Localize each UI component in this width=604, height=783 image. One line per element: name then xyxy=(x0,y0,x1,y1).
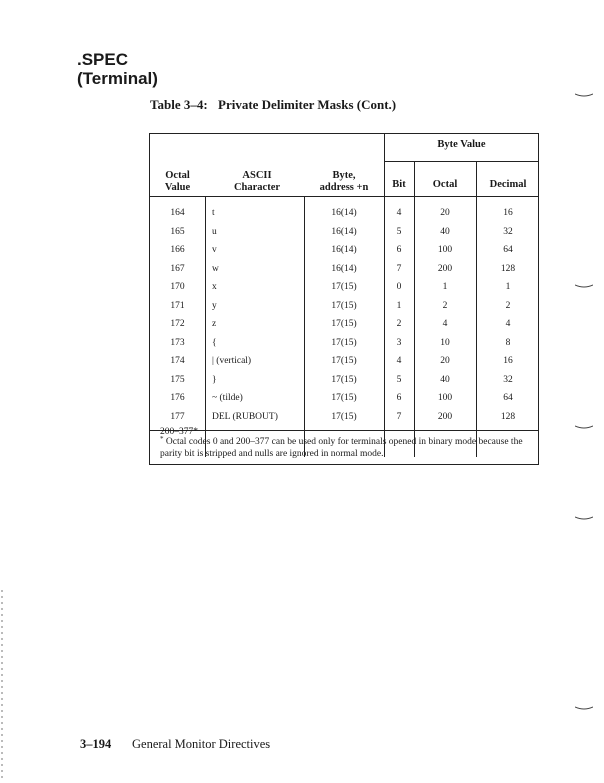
cell-bit: 6 xyxy=(396,245,402,255)
cell-byte: 17(15) xyxy=(331,300,357,311)
cell-bit: 5 xyxy=(396,374,402,385)
cell-octal: 171 xyxy=(170,300,185,311)
header-byte-address: Byte, address +n xyxy=(319,170,369,193)
table-footnote xyxy=(160,434,538,460)
cell-ascii: } xyxy=(212,374,217,385)
cell-ascii: v xyxy=(212,245,217,255)
cell-ascii: x xyxy=(212,282,217,292)
cell-bit: 2 xyxy=(396,319,402,329)
footnote-marker: * xyxy=(160,435,164,443)
cell-ascii: w xyxy=(212,263,219,274)
cell-byte: 17(15) xyxy=(331,282,357,292)
cell-bv-octal: 200 xyxy=(437,263,453,274)
cell-bv-decimal: 32 xyxy=(503,226,513,237)
footer-title: General Monitor Directives xyxy=(132,737,271,751)
cell-octal: 200–377* xyxy=(160,427,198,437)
delimiter-mask-table xyxy=(149,133,539,465)
cell-bv-decimal: 128 xyxy=(500,411,516,422)
cell-byte: 17(15) xyxy=(331,374,357,385)
cell-bv-octal: 20 xyxy=(440,356,450,366)
table-number: Table 3–4: xyxy=(150,97,208,112)
cell-ascii: u xyxy=(212,226,217,237)
header-bottom-rule xyxy=(150,196,538,197)
section-heading-terminal: (Terminal) xyxy=(77,69,158,88)
footnote-text: Octal codes 0 and 200–377 can be used only for terminals opened in binary mode because the parity bit is stripped and nulls are ignored in normal mode. xyxy=(160,437,523,459)
cell-octal: 172 xyxy=(170,319,185,329)
cell-bit: 3 xyxy=(396,337,402,348)
cell-ascii: y xyxy=(212,300,217,311)
cell-bv-decimal: 16 xyxy=(503,356,513,366)
cell-byte: 17(15) xyxy=(331,411,357,422)
header-bv-octal: Octal xyxy=(432,179,458,190)
cell-octal: 174 xyxy=(170,356,185,366)
cell-octal: 176 xyxy=(170,393,185,403)
header-ascii-character: ASCII Character xyxy=(233,170,281,193)
cell-byte: 17(15) xyxy=(331,337,357,348)
cell-bit: 1 xyxy=(396,300,402,311)
cell-bv-octal: 10 xyxy=(440,337,450,348)
cell-octal: 165 xyxy=(170,226,185,237)
cell-bv-octal: 100 xyxy=(437,245,453,255)
col-rule-octal xyxy=(205,196,206,457)
cell-bit: 7 xyxy=(396,263,402,274)
cell-bv-octal: 200 xyxy=(437,411,453,422)
cell-byte: 17(15) xyxy=(331,356,357,366)
header-bv-decimal: Decimal xyxy=(489,179,527,190)
page-number: 3–194 xyxy=(80,737,112,751)
cell-bv-octal: 20 xyxy=(440,208,450,218)
cell-bv-decimal: 32 xyxy=(503,374,513,385)
cell-byte: 17(15) xyxy=(331,319,357,329)
table-title: Private Delimiter Masks (Cont.) xyxy=(218,97,397,112)
scan-edge-mark xyxy=(575,515,593,521)
cell-octal: 167 xyxy=(170,263,185,274)
cell-bv-decimal: 64 xyxy=(503,393,513,403)
cell-bit: 6 xyxy=(396,393,402,403)
table-caption xyxy=(150,97,396,113)
cell-bit: 7 xyxy=(396,411,402,422)
cell-byte: 16(14) xyxy=(331,208,357,218)
cell-bv-decimal: 16 xyxy=(503,208,513,218)
header-bit: Bit xyxy=(392,179,406,190)
cell-bv-octal: 40 xyxy=(440,374,450,385)
cell-ascii: | (vertical) xyxy=(212,356,252,366)
scan-left-edge xyxy=(1,590,3,780)
cell-bv-decimal: 1 xyxy=(505,282,511,292)
cell-byte: 16(14) xyxy=(331,245,357,255)
cell-ascii: { xyxy=(212,337,217,348)
scan-edge-mark xyxy=(575,283,593,289)
cell-bv-decimal: 128 xyxy=(500,263,516,274)
cell-bit: 4 xyxy=(396,208,402,218)
cell-bv-decimal: 8 xyxy=(505,337,511,348)
cell-bit: 0 xyxy=(396,282,402,292)
scan-edge-mark xyxy=(575,424,593,430)
cell-octal: 177 xyxy=(170,411,185,422)
cell-bv-octal: 40 xyxy=(440,226,450,237)
cell-bv-decimal: 2 xyxy=(505,300,511,311)
cell-bv-decimal: 64 xyxy=(503,245,513,255)
cell-octal: 170 xyxy=(170,282,185,292)
cell-octal: 166 xyxy=(170,245,185,255)
cell-byte: 16(14) xyxy=(331,226,357,237)
cell-bv-decimal: 4 xyxy=(505,319,511,329)
cell-ascii: t xyxy=(212,208,215,218)
scan-edge-mark xyxy=(575,92,593,98)
section-heading xyxy=(77,50,158,88)
cell-bv-octal: 2 xyxy=(442,300,448,311)
cell-bv-octal: 100 xyxy=(437,393,453,403)
byte-value-group-rule xyxy=(384,161,539,162)
header-octal-value: Octal Value xyxy=(164,170,191,193)
cell-byte: 17(15) xyxy=(331,393,357,403)
header-byte-value: Byte Value xyxy=(437,139,486,150)
cell-ascii: DEL (RUBOUT) xyxy=(212,411,278,422)
cell-ascii: z xyxy=(212,319,217,329)
cell-bit: 4 xyxy=(396,356,402,366)
cell-octal: 175 xyxy=(170,374,185,385)
scan-edge-mark xyxy=(575,705,593,711)
cell-bv-octal: 4 xyxy=(442,319,448,329)
cell-ascii: ~ (tilde) xyxy=(212,393,243,403)
cell-bit: 5 xyxy=(396,226,402,237)
cell-octal: 164 xyxy=(170,208,185,218)
cell-bv-octal: 1 xyxy=(442,282,448,292)
cell-byte: 16(14) xyxy=(331,263,357,274)
page-footer xyxy=(80,737,270,752)
section-heading-spec: .SPEC xyxy=(77,50,129,69)
cell-octal: 173 xyxy=(170,337,185,348)
